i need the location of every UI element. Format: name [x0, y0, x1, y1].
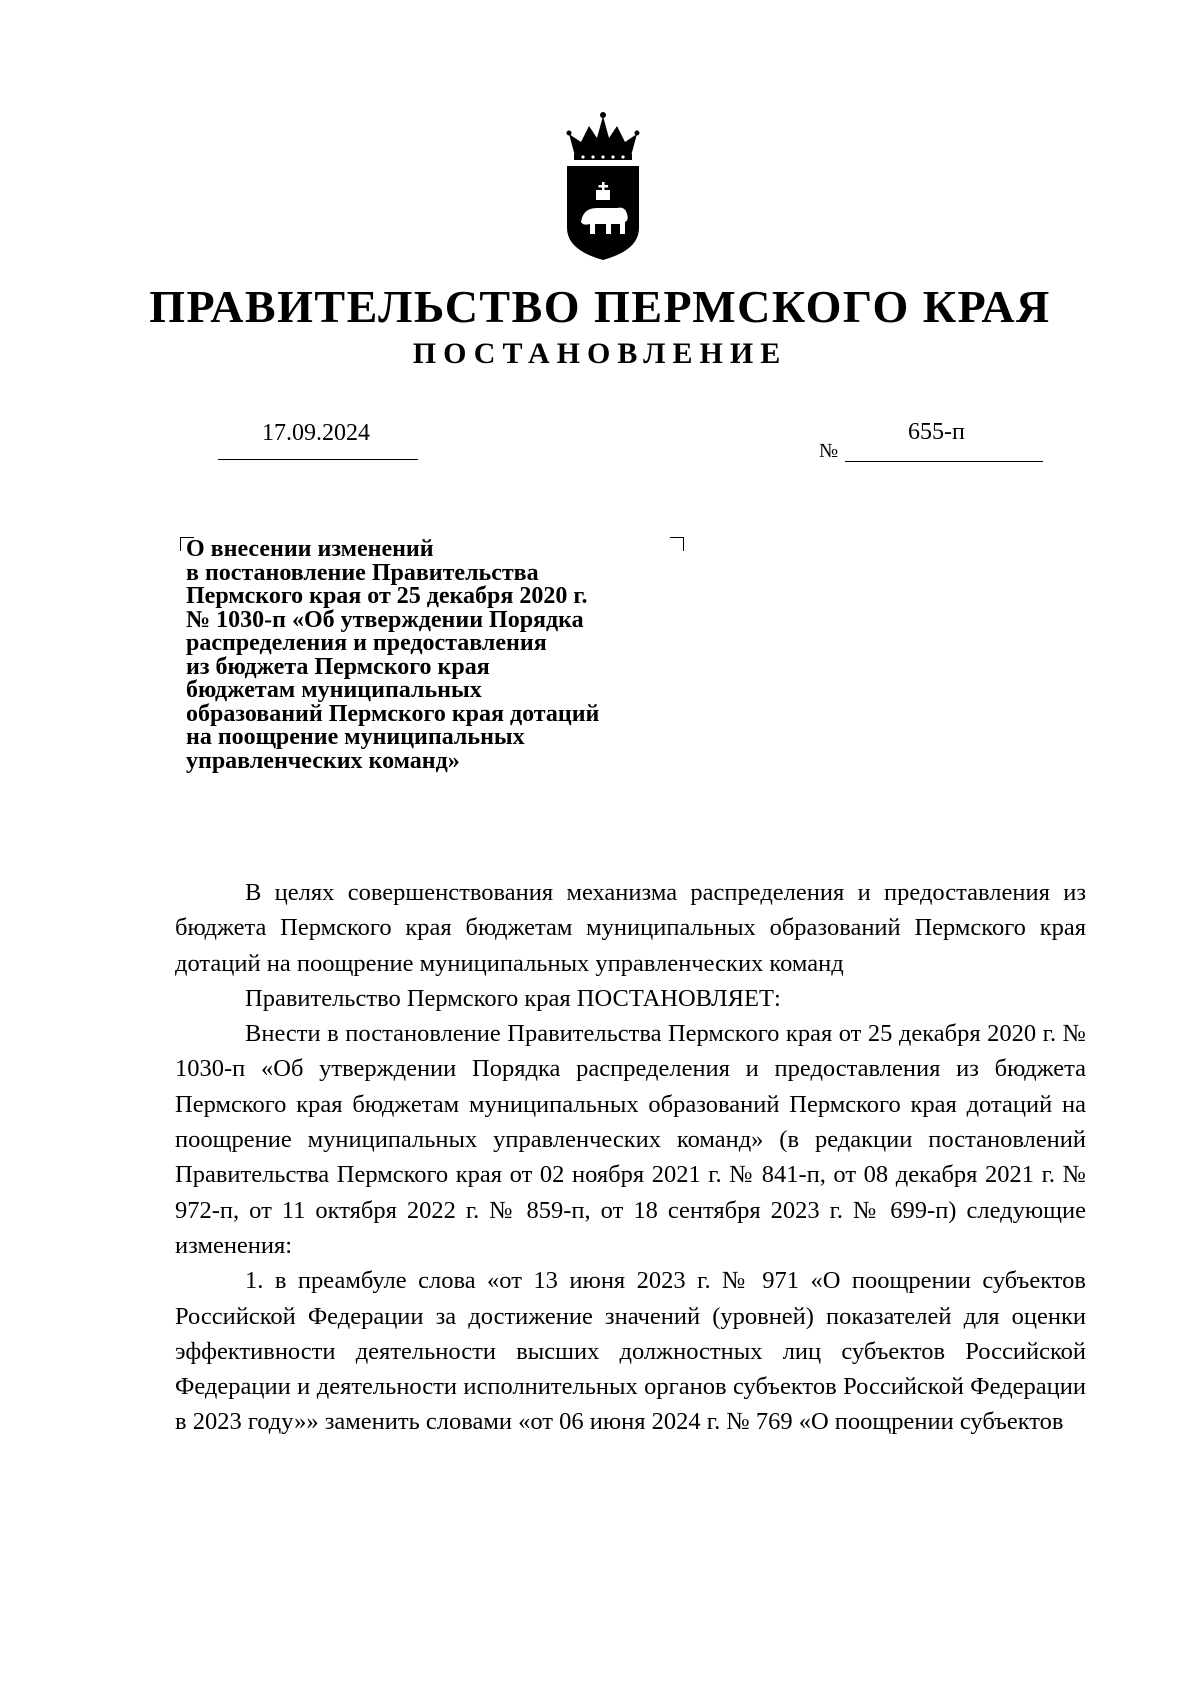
number-underline	[845, 461, 1043, 462]
subject-line: образований Пермского края дотаций	[186, 700, 600, 727]
body-paragraph: 1. в преамбуле слова «от 13 июня 2023 г. № 971 «О поощрении субъектов Российской Федерации за достижение значений (уровней) показателей для оценки эффективности деятельности высших должностных лиц субъектов Российской Федерации и деятельности исполнительных органов субъектов Российской Федерации в 2023 году»» заменить словами «от 06 июня 2024 г. № 769 «О поощрении субъектов	[175, 1267, 1086, 1436]
subject-line: № 1030-п «Об утверждении Порядка	[186, 606, 584, 633]
subject-line: распределения и предоставления	[186, 630, 547, 656]
subject-line: управленческих команд»	[186, 747, 460, 774]
document-subject	[186, 538, 706, 773]
subject-line: из бюджета Пермского края	[186, 653, 490, 680]
document-date: 17.09.2024	[262, 420, 370, 446]
date-underline	[218, 459, 418, 460]
document-number: 655-п	[908, 419, 965, 445]
subject-line: бюджетам муниципальных	[186, 677, 482, 703]
subject-line: Пермского края от 25 декабря 2020 г.	[186, 583, 588, 609]
government-title: ПРАВИТЕЛЬСТВО ПЕРМСКОГО КРАЯ	[149, 281, 1051, 332]
document-body	[175, 875, 1086, 1440]
body-paragraph: Правительство Пермского края ПОСТАНОВЛЯЕТ:	[245, 984, 781, 1012]
perm-krai-coat-of-arms-icon	[563, 110, 643, 262]
subject-line: О внесении изменений	[186, 536, 434, 562]
subject-line: на поощрение муниципальных	[186, 724, 525, 750]
number-sign: №	[819, 440, 839, 462]
subject-line: в постановление Правительства	[186, 559, 539, 586]
body-paragraph: Внести в постановление Правительства Пермского края от 25 декабря 2020 г. № 1030-п «Об утверждении Порядка распределения и предоставления из бюджета Пермского края бюджетам муниципальных образований Пермского края дотаций на поощрение муниципальных управленческих команд» (в редакции постановлений Правительства Пермского края от 02 ноября 2021 г. № 841-п, от 08 декабря 2021 г. № 972-п, от 11 октября 2022 г. № 859-п, от 18 сентября 2023 г. № 699-п) следующие изменения:	[175, 1020, 1086, 1259]
body-paragraph: В целях совершенствования механизма распределения и предоставления из бюджета Пермского края бюджетам муниципальных образований Пермского края дотаций на поощрение муниципальных управленческих команд	[175, 879, 1086, 977]
document-kind: ПОСТАНОВЛЕНИЕ	[412, 337, 788, 370]
